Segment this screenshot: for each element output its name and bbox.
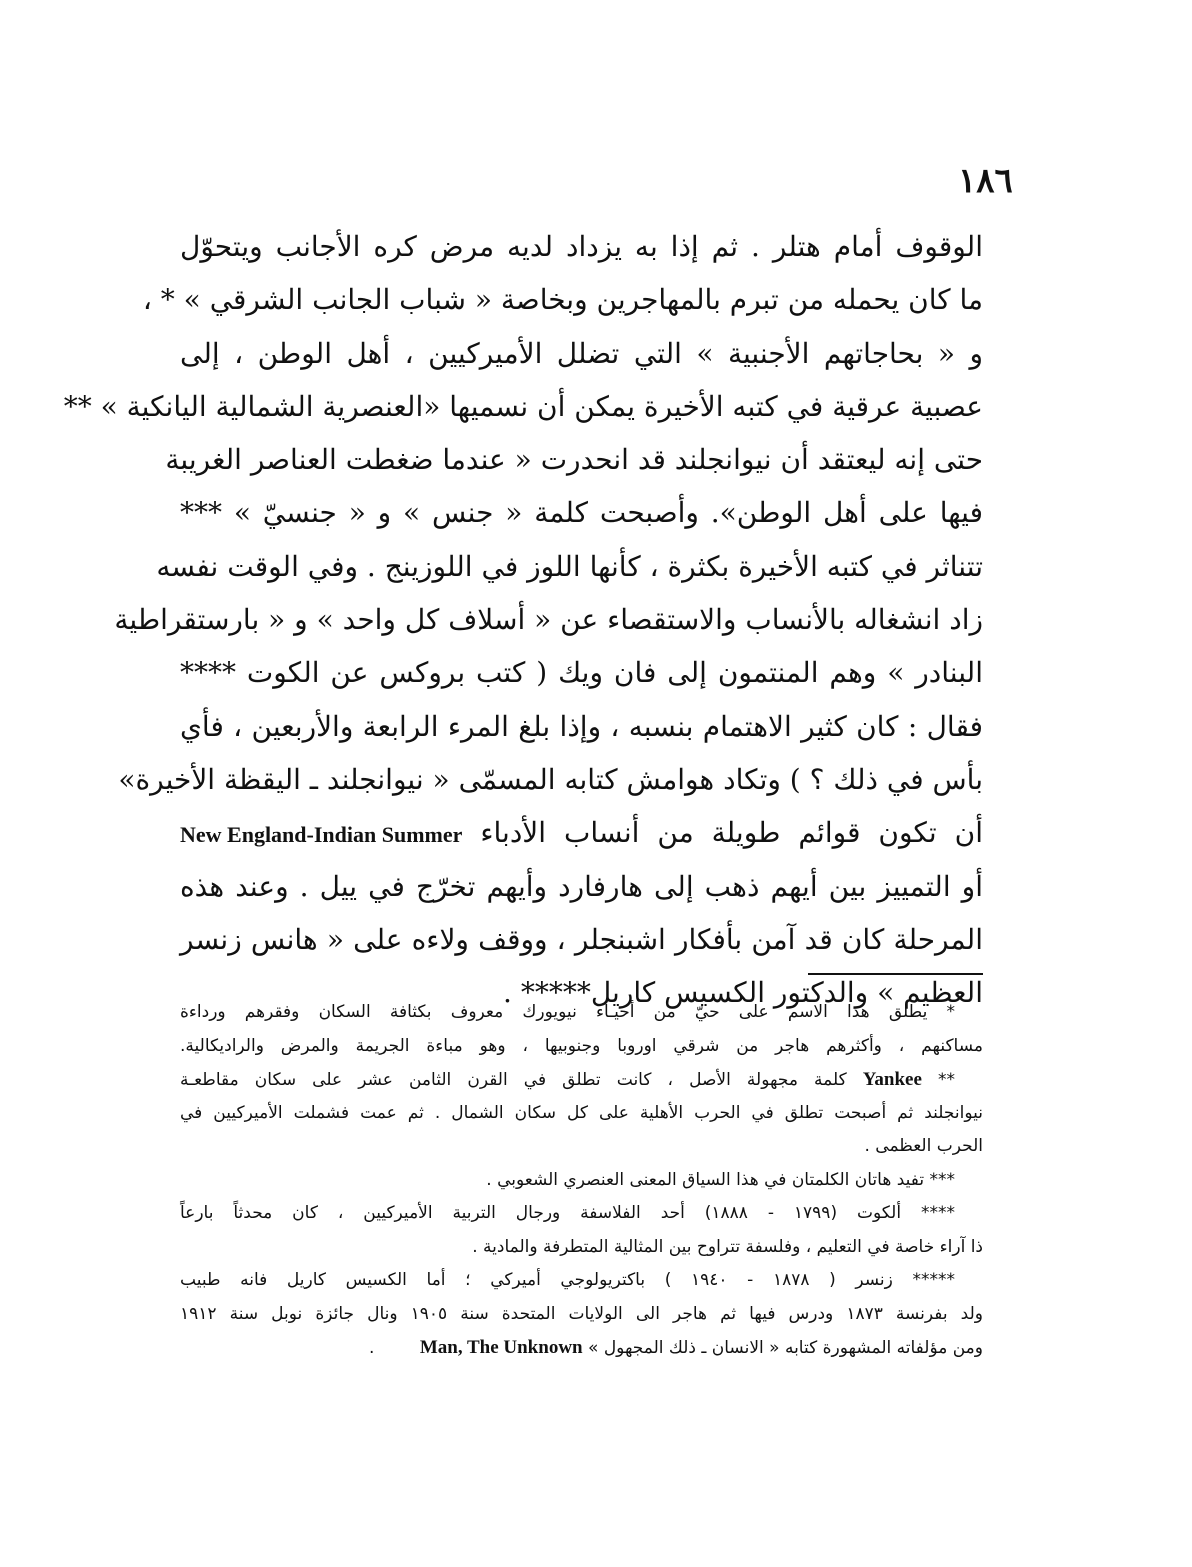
body-line: فقال : كان كثير الاهتمام بنسبه ، وإذا بلغ المرء الرابعة والأربعين ، فأي [180, 709, 983, 743]
footnote-line: ***** زنسر ( ١٨٧٨ - ١٩٤٠ ) باكتريولوجي أميركي ؛ أما الكسيس كاريل فانه طبيب [180, 1270, 955, 1290]
footnote-text: كلمة مجهولة الأصل ، كانت تطلق في القرن الثامن عشر على سكان مقاطعـة [180, 1070, 847, 1090]
footnotes [180, 996, 983, 1398]
footnote-line [180, 1331, 983, 1365]
body-line: زاد انشغاله بالأنساب والاستقصاء عن « أسلاف كل واحد » و « بارستقراطية [114, 603, 983, 637]
body-line-last: العظيم » والدكتور الكسيس كاريل***** . [503, 976, 983, 1010]
footnote-suffix: . [369, 1338, 375, 1358]
body-line-latin: New England-Indian Summer [180, 822, 463, 848]
footnote-line: ذا آراء خاصة في التعليم ، وفلسفة تتراوح بين المثالية المتطرفة والمادية . [472, 1236, 983, 1257]
footnote-line [180, 1063, 983, 1097]
footnote-line: مساكنهم ، وأكثرهم هاجر من شرقي اوروبا وجنوبيها ، وهو مباءة الجريمة والمرض والراديكالية. [180, 1035, 983, 1056]
body-line: و « بحاجاتهم الأجنبية » التي تضلل الأميركيين ، أهل الوطن ، إلى [180, 336, 983, 370]
body-line: تتناثر في كتبه الأخيرة بكثرة ، كأنها اللوز في اللوزينج . وفي الوقت نفسه [156, 549, 983, 583]
body-line: المرحلة كان قد آمن بأفكار اشبنجلر ، ووقف ولاءه على « هانس زنسر [180, 922, 983, 956]
footnote-marker: ** [938, 1070, 955, 1090]
page-number: ١٨٦ [958, 161, 1013, 201]
footnote-line: الحرب العظمى . [864, 1136, 983, 1156]
body-line [180, 806, 983, 859]
footnote-separator [808, 973, 983, 975]
footnote-line: *** تفيد هاتان الكلمتان في هذا السياق المعنى العنصري الشعوبي . [486, 1169, 955, 1190]
body-line: ما كان يحمله من تبرم بالمهاجرين وبخاصة « شباب الجانب الشرقي » * ، [142, 283, 983, 317]
footnote-line: ولد بفرنسة ١٨٧٣ ودرس فيها ثم هاجر الى الولايات المتحدة سنة ١٩٠٥ ونال جائزة نوبل سنة ١٩١٢ [180, 1303, 983, 1324]
footnote-line: * يطلق هذا الاسم على حيّ من أحيـاء نيويورك معروف بكثافة السكان وفقرهم ورداءة [180, 1002, 955, 1022]
footnote-line: نيوانجلند ثم أصبحت تطلق في الحرب الأهلية على كل سكان الشمال . ثم عمت فشملت الأميركيين في [180, 1102, 983, 1123]
footnote-line: **** ألكوت (١٧٩٩ - ١٨٨٨) أحد الفلاسفة ورجال التربية الأميركيين ، كان محدثاً بارعاً [180, 1203, 955, 1223]
body-line: أو التمييز بين أيهم ذهب إلى هارفارد وأيهم تخرّج في ييل . وعند هذه [180, 869, 983, 903]
body-line: البنادر » وهم المنتمون إلى فان ويك ( كتب بروكس عن الكوت **** [180, 656, 983, 690]
footnote-text: ومن مؤلفاته المشهورة كتابه « الانسان ـ ذلك المجهول » [588, 1338, 983, 1358]
body-text [63, 220, 983, 1010]
footnote-latin: Man, The Unknown [419, 1337, 583, 1358]
body-line: الوقوف أمام هتلر . ثم إذا به يزداد لديه مرض كره الأجانب ويتحوّل [180, 230, 983, 263]
footnote-latin: Yankee [862, 1069, 922, 1090]
body-line: فيها على أهل الوطن». وأصبحت كلمة « جنس » و « جنسيّ » *** [180, 496, 983, 530]
body-line-text: أن تكون قوائم طويلة من أنساب الأدباء [480, 816, 983, 850]
body-line: حتى إنه ليعتقد أن نيوانجلند قد انحدرت « عندما ضغطت العناصر الغريبة [165, 443, 983, 477]
body-line: عصبية عرقية في كتبه الأخيرة يمكن أن نسميها «العنصرية الشمالية اليانكية » ** [63, 389, 983, 423]
body-line: بأس في ذلك ؟ ) وتكاد هوامش كتابه المسمّى « نيوانجلند ـ اليقظة الأخيرة» [118, 762, 983, 796]
